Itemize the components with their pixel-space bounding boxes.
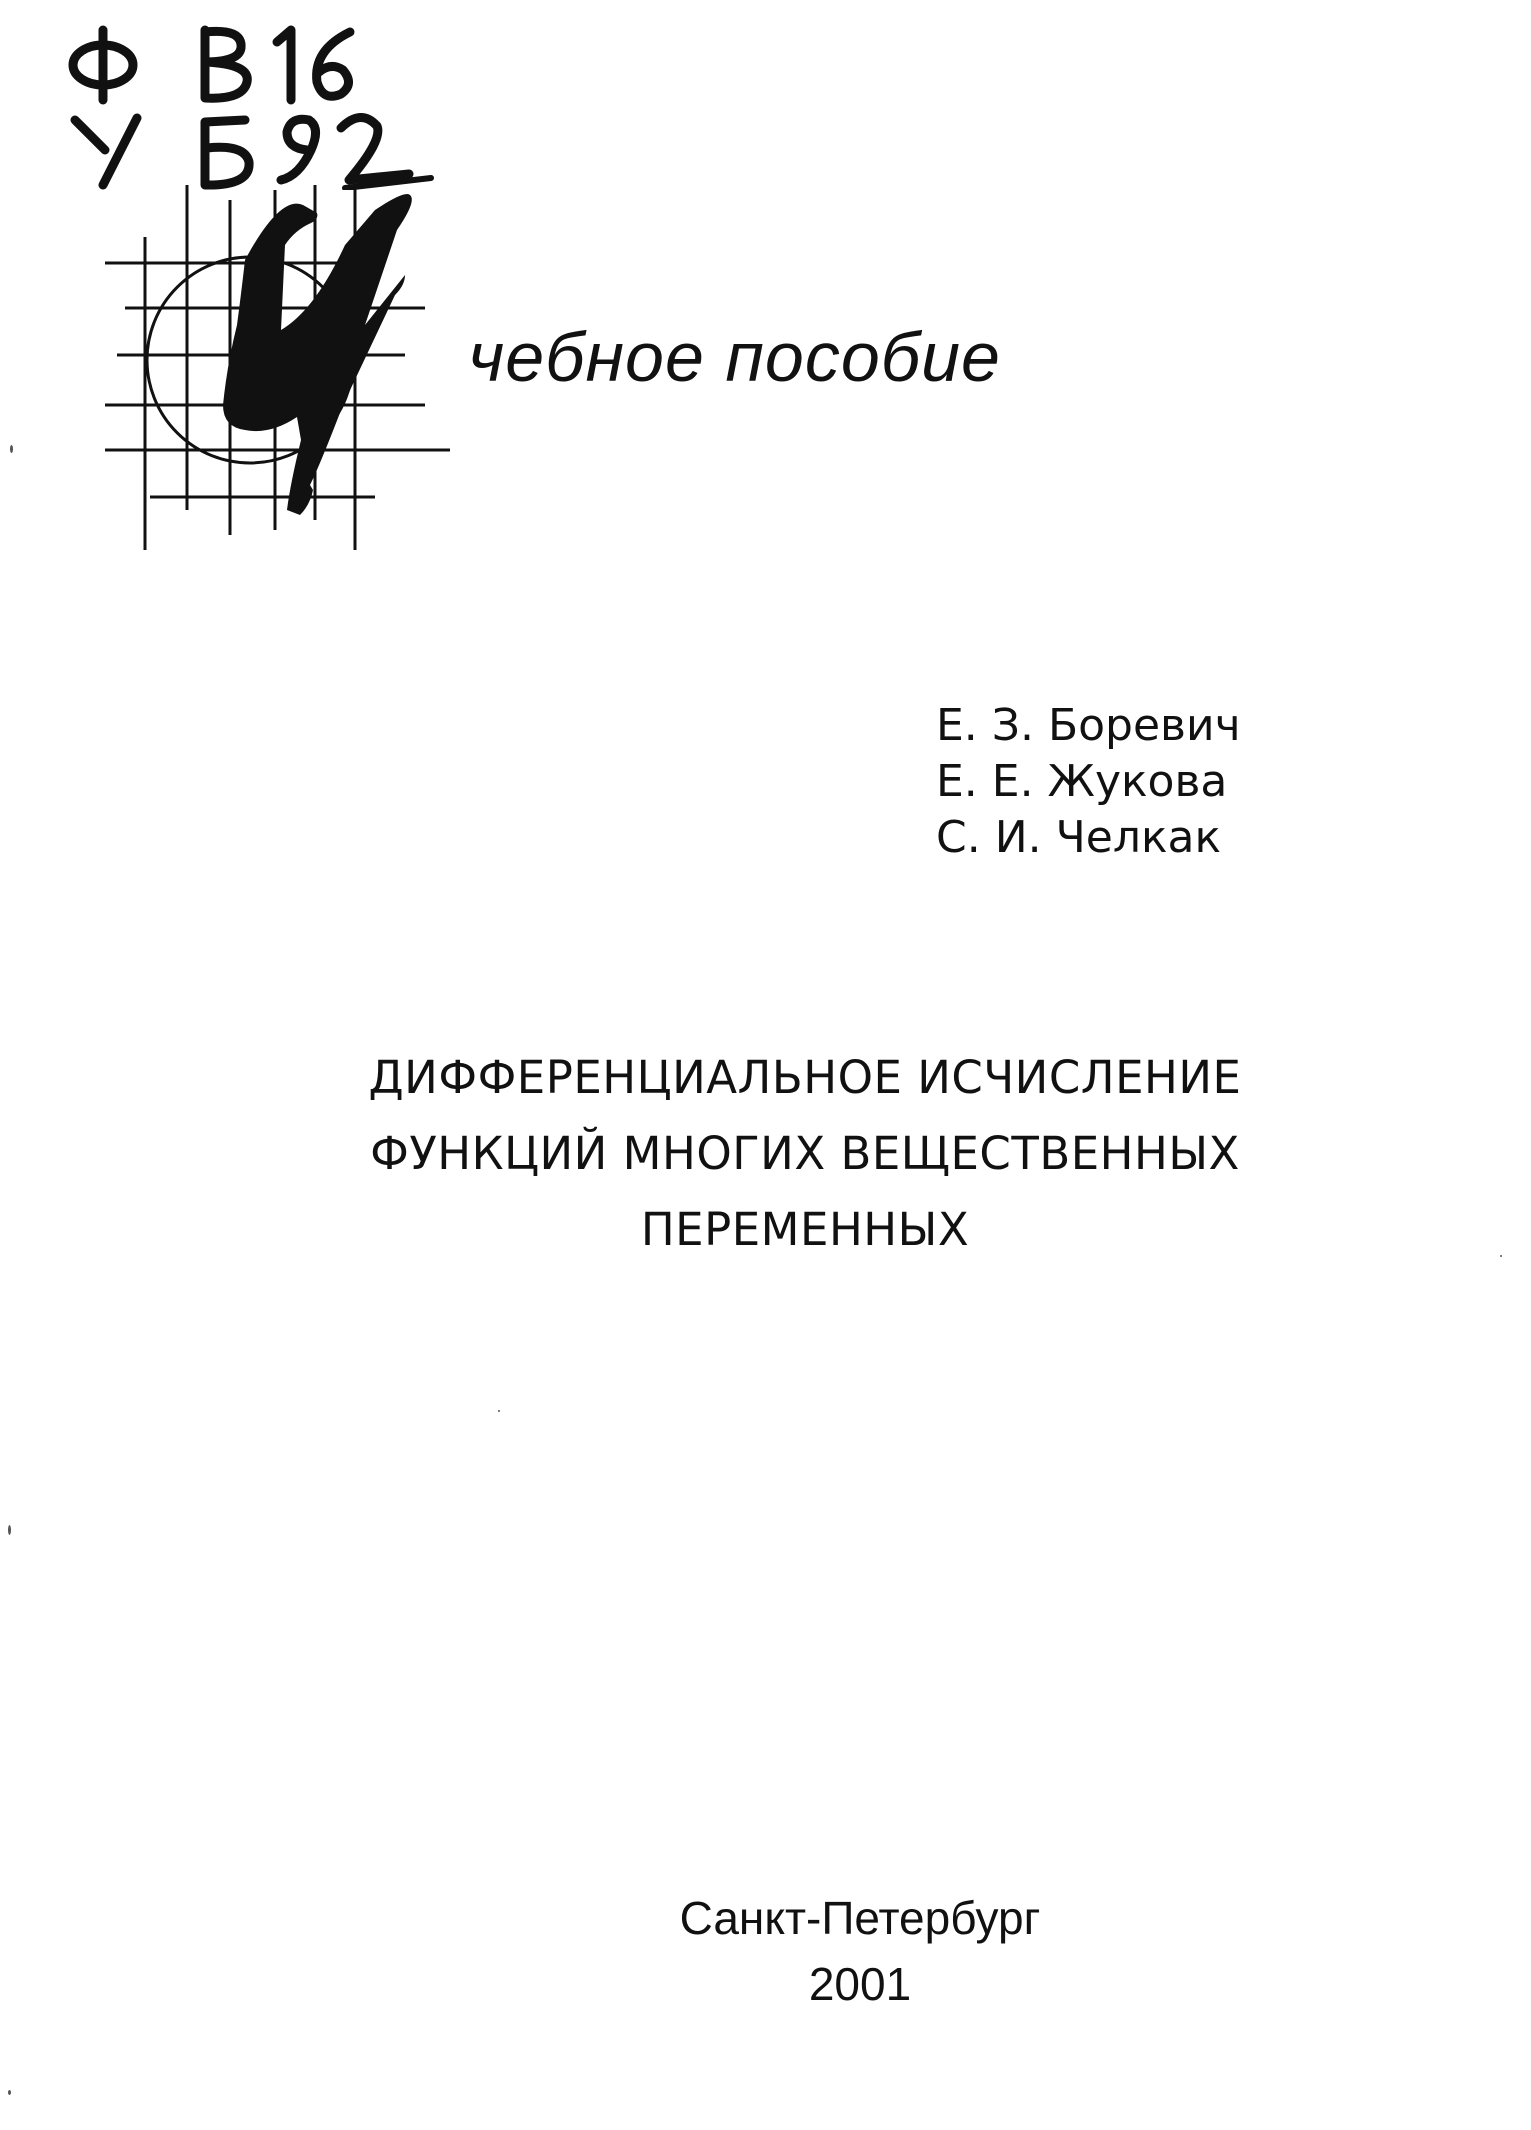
scan-speck [1500,1255,1502,1257]
book-title-line: ПЕРЕМЕННЫХ [640,1203,970,1256]
imprint [560,1885,1160,2017]
handwritten-shelfmark [55,20,435,190]
imprint-city: Санкт-Петербург [679,1892,1041,1944]
author-name: Е. Е. Жукова [936,756,1228,807]
book-title-line: ФУНКЦИЙ МНОГИХ ВЕЩЕСТВЕННЫХ [370,1127,1240,1180]
scan-speck [498,1410,500,1412]
series-title: чебное пособие [468,318,1001,396]
author-list [936,698,1241,866]
book-title-line: ДИФФЕРЕНЦИАЛЬНОЕ ИСЧИСЛЕНИЕ [368,1051,1242,1104]
author-name: С. И. Челкак [936,812,1222,863]
scan-speck [10,445,13,453]
book-title [310,1040,1300,1268]
scan-speck [8,1525,11,1535]
series-emblem-logo [105,185,495,560]
imprint-year: 2001 [808,1958,912,2010]
author-name: Е. З. Боревич [936,700,1241,751]
scan-speck [8,2090,11,2095]
